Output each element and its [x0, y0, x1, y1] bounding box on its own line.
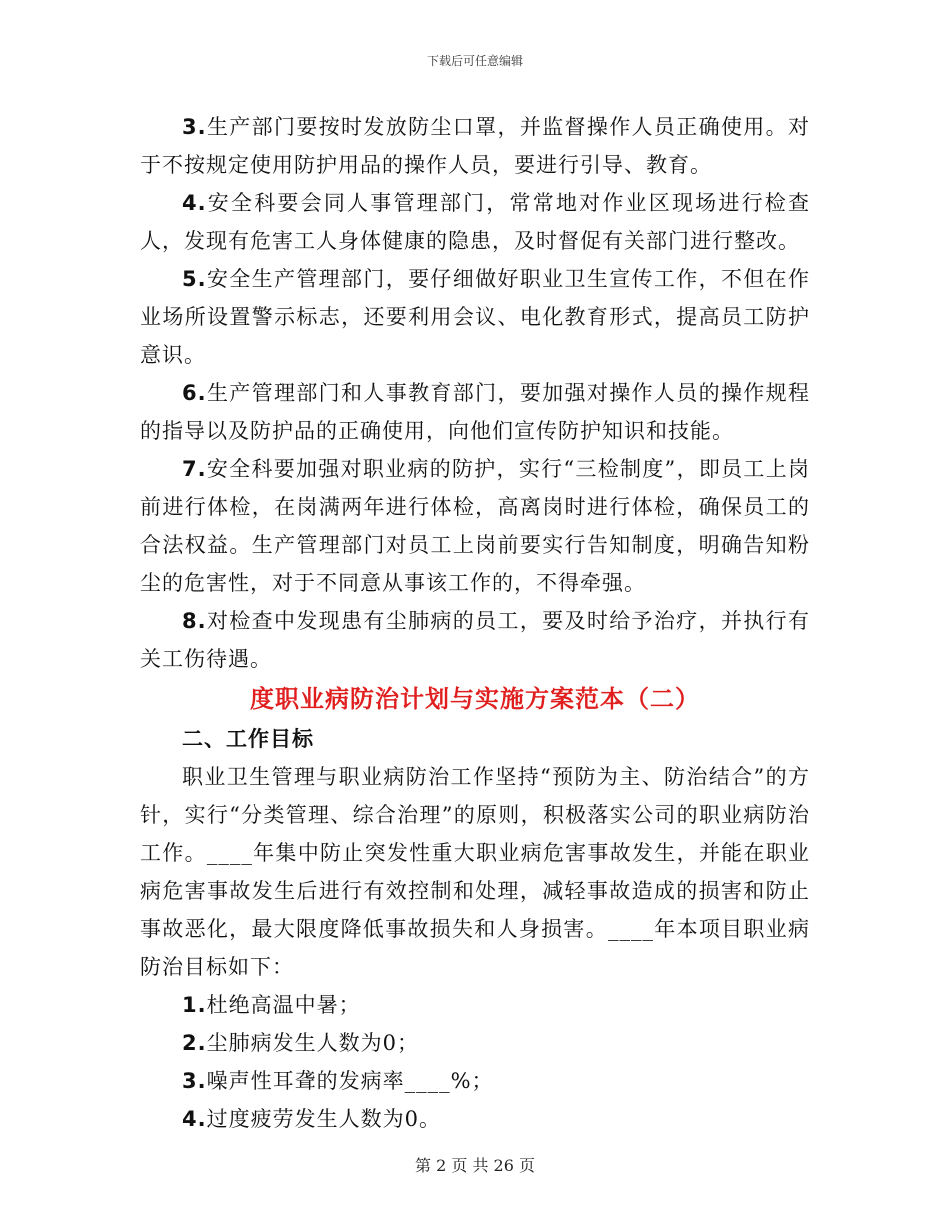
- goal-item-3: [140, 1062, 810, 1100]
- item-number: 4.: [182, 191, 207, 215]
- item-text: 生产部门要按时发放防尘口罩，并监督操作人员正确使用。对于不按规定使用防护用品的操作人员，要进行引导、教育。: [140, 115, 810, 177]
- item-number: 3.: [182, 1069, 207, 1093]
- section-title: 度职业病防治计划与实施方案范本（二）: [250, 685, 700, 713]
- subheading: 二、工作目标: [182, 727, 314, 751]
- list-item-7: [140, 450, 810, 602]
- item-number: 5.: [182, 267, 207, 291]
- item-number: 1.: [182, 993, 207, 1017]
- item-number: 6.: [182, 381, 207, 405]
- list-item-8: [140, 602, 810, 678]
- goal-item-1: [140, 986, 810, 1024]
- item-number: 8.: [182, 609, 207, 633]
- item-text: 安全科要会同人事管理部门，常常地对作业区现场进行检查人，发现有危害工人身体健康的隐患，及时督促有关部门进行整改。: [140, 191, 810, 253]
- goal-item-2: [140, 1024, 810, 1062]
- item-number: 4.: [182, 1107, 207, 1131]
- item-text: 杜绝高温中暑；: [206, 993, 361, 1017]
- item-text: 过度疲劳发生人数为0。: [206, 1107, 441, 1131]
- item-text: 安全生产管理部门，要仔细做好职业卫生宣传工作，不但在作业场所设置警示标志，还要利用会议、电化教育形式，提高员工防护意识。: [140, 267, 810, 367]
- item-text: 生产管理部门和人事教育部门，要加强对操作人员的操作规程的指导以及防护品的正确使用，向他们宣传防护知识和技能。: [140, 381, 810, 443]
- header-note: 下载后可任意编辑: [426, 54, 523, 68]
- item-text: 对检查中发现患有尘肺病的员工，要及时给予治疗，并执行有关工伤待遇。: [140, 609, 810, 671]
- page-footer: 第 2 页 共 26 页: [415, 1156, 535, 1175]
- item-number: 3.: [182, 115, 207, 139]
- item-text: 安全科要加强对职业病的防护，实行“三检制度”，即员工上岗前进行体检，在岗满两年进行体检，高离岗时进行体检，确保员工的合法权益。生产管理部门对员工上岗前要实行告知制度，明确告知粉尘的危害性，对于不同意从事该工作的，不得牵强。: [140, 457, 810, 595]
- item-number: 2.: [182, 1031, 207, 1055]
- item-text: 噪声性耳聋的发病率____%；: [206, 1069, 494, 1093]
- document-body: [140, 108, 810, 1138]
- list-item-3: [140, 108, 810, 184]
- list-item-6: [140, 374, 810, 450]
- list-item-4: [140, 184, 810, 260]
- goal-item-4: [140, 1100, 810, 1138]
- item-number: 7.: [182, 457, 207, 481]
- intro-paragraph: 职业卫生管理与职业病防治工作坚持“预防为主、防治结合”的方针，实行“分类管理、综合治理”的原则，积极落实公司的职业病防治工作。____年集中防止突发性重大职业病危害事故发生，并能在职业病危害事故发生后进行有效控制和处理，减轻事故造成的损害和防止事故恶化，最大限度降低事故损失和人身损害。____年本项目职业病防治目标如下：: [140, 765, 810, 979]
- item-text: 尘肺病发生人数为0；: [206, 1031, 419, 1055]
- list-item-5: [140, 260, 810, 374]
